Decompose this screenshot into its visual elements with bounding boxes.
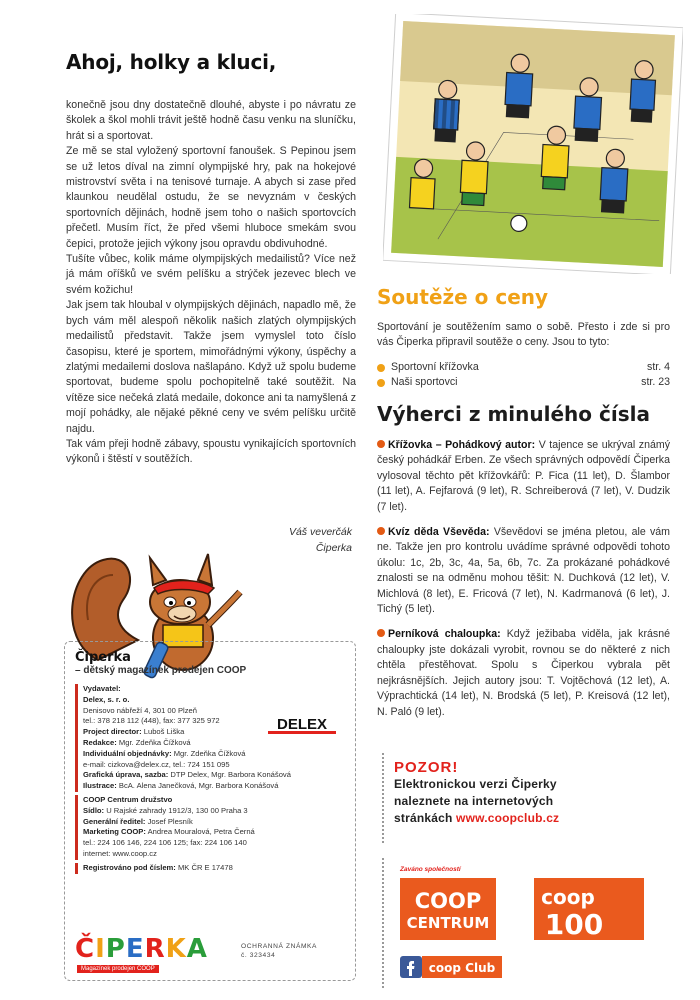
letter-section: [66, 50, 356, 468]
imprint-subtitle: – dětský magazínek prodejen COOP: [75, 665, 247, 676]
page-reference: str. 4: [647, 361, 670, 373]
svg-text:DELEX: DELEX: [276, 716, 328, 733]
letter-paragraph: Ze mě se stal vyložený sportovní fanoušek. S Pepinou jsem se už letos díval na zimní olympijské hry, pak na hokejové mistrovství světa i na tenisové turnaje. A abych si zase před klaunkou neudělal ostudu, že se nevyznám v českých sportovních dějinách, hodně jsem toho o našich sportovcích přečetl. Musím říct, že před všemi hluboce smekám svou čepici, protože jejich výkony jsou opravdu obdivuhodné.: [66, 145, 356, 250]
imprint-line: Redakce: Mgr. Zdeňka Čížková: [83, 737, 191, 747]
letter-paragraph: Tušíte vůbec, kolik máme olympijských medailistů? Více než já mám oříšků ve svém pelíšku a strýček jezevec blech ve svém kožichu!: [66, 253, 356, 296]
bullet-icon: [377, 629, 385, 637]
football-illustration: [383, 14, 683, 274]
competitions-intro: Sportování je soutěžením samo o sobě. Přesto i zde si pro vás Čiperka připravil soutěže o ceny. Jsou to tyto:: [377, 321, 670, 349]
list-item: Sportovní křížovka str. 4: [377, 360, 670, 375]
ciperka-logo: [75, 934, 208, 964]
logo-letter: Č: [75, 934, 96, 964]
letter-paragraph: konečně jsou dny dostatečně dlouhé, abyste i po návratu ze školek a škol mohli trávit ještě hodně času venku na sluníčku, hrát si a sportovat.: [66, 99, 356, 142]
registration-section: [75, 863, 345, 874]
imprint-line: Marketing COOP: Andrea Mouralová, Petra Černá: [83, 827, 255, 837]
winners-section: [377, 438, 670, 730]
page-reference: str. 23: [641, 376, 670, 389]
logo-letter: E: [125, 934, 145, 964]
pozor-heading: POZOR!: [394, 759, 459, 776]
imprint-line: Generální ředitel: Josef Plesník: [83, 816, 193, 826]
imprint-line: Delex, s. r. o.: [83, 694, 130, 704]
logo-letter: I: [95, 934, 106, 964]
letter-body: [66, 98, 356, 468]
imprint-line: tel.: 378 218 112 (448), fax: 377 325 972: [83, 716, 220, 726]
imprint-box: [64, 641, 356, 981]
competitions-heading: Soutěže o ceny: [377, 285, 549, 309]
imprint-line: Individuální objednávky: Mgr. Zdeňka Čížková: [83, 748, 246, 758]
trademark-note: OCHRANNÁ ZNÁMKA č. 323434: [241, 943, 318, 959]
svg-text:100: 100: [544, 908, 604, 940]
imprint-line: COOP Centrum družstvo: [83, 794, 173, 804]
signature-line: Váš veverčák: [288, 526, 352, 538]
imprint-line: Registrováno pod číslem: MK ČR E 17478: [83, 862, 233, 872]
imprint-line: Ilustrace: BcA. Alena Janečková, Mgr. Barbora Konášová: [83, 781, 279, 791]
imprint-line: Grafická úprava, sazba: DTP Delex, Mgr. Barbora Konášová: [83, 770, 291, 780]
bullet-icon: [377, 379, 385, 387]
ciperka-logo-tagline: Magazínek prodejen COOP: [77, 965, 159, 973]
winner-entry: Kvíz děda Vševěda: Vševědovi se jména pletou, ale vám ne. Takže jen pro kontrolu uvádíme správné odpovědi tohoto úkolu: 1c, 2b, 3c, 4a, 5a, 6b, 7c. Za prokázané pohádkové znalosti se na odměnu mohou těšit: N. Duchková (12 let), V. Michlová (8 let), E. Fricová (7 let), N. Kadrmanová (6 let), J. Tichý (5 let).: [377, 526, 670, 616]
imprint-line: Vydavatel:: [83, 684, 121, 693]
supported-label: Zaváno společností: [400, 866, 461, 873]
list-item: Naši sportovci str. 23: [377, 375, 670, 390]
svg-text:CENTRUM: CENTRUM: [406, 914, 490, 932]
bullet-icon: [377, 440, 385, 448]
imprint-line: Denisovo nábřeží 4, 301 00 Plzeň: [83, 705, 197, 715]
logo-letter: A: [186, 934, 208, 964]
imprint-line: Project director: Luboš Liška: [83, 727, 185, 737]
letter-paragraph: Tak vám přeji hodně zábavy, spoustu vynikajících sportovních výkonů i štěstí v soutěžích.: [66, 437, 356, 466]
winner-entry: Křížovka – Pohádkový autor: V tajence se ukrýval známý český pohádkář Erben. Ze všech správných odpovědí Čiperka vylosoval těchto pět křížovkářů: P. Fica (11 let), D. Šlambor (11 let), A. Fejfarová (9 let), R. Schreiberová (7 let), V. Dudzik (7 let).: [377, 439, 670, 513]
svg-text:coop: coop: [541, 885, 595, 909]
letter-paragraph: Jak jsem tak hloubal v olympijských dějinách, napadlo mě, že bych vám měl alespoň několik našich zlatých olympijských medailistů představit. Takže jsem vymyslel toto číslo časopisu, které je sportem, mimořádnými výkony, úspěchy a zlatými medailemi doslova našlapáno. Když už spolu budeme sportovat, budeme spolu pochopitelně také soutěžit. Na vítěze sice nečeká zlatá medaile, dokonce ani ta namyšlená z mojí pohádky, ale nějaké pěkné ceny ve svém pelíšku určitě najdu.: [66, 299, 356, 435]
letter-heading: Ahoj, holky a kluci,: [66, 50, 277, 74]
facebook-club-link[interactable]: [400, 956, 502, 978]
coop-club-logo: [422, 956, 502, 978]
competitions-list: [377, 360, 670, 391]
facebook-icon: [400, 956, 422, 978]
logo-letter: P: [105, 934, 126, 964]
winner-entry: Perníková chaloupka: Když ježibaba viděla, jak krásné chaloupky jste dokázali vyrobit, rovnou se do některé z nich chtěla přestěhovat. Spolu s Čiperkou vybrala pět nejkrásnějších. Jejich autory jsou: T. Vojtěchová (12 let), A. Výprachtická (14 let), N. Brodská (5 let), P. Kreisová (12 let), N. Paló (9 let).: [377, 628, 670, 718]
bullet-icon: [377, 527, 385, 535]
delex-logo: [268, 715, 336, 735]
coop-100-logo: [534, 878, 644, 940]
coop-section: [75, 795, 345, 860]
pozor-box: [382, 753, 672, 843]
coop-centrum-logo: [400, 878, 496, 940]
publisher-section: [75, 684, 345, 792]
coopclub-link[interactable]: www.coopclub.cz: [456, 811, 560, 825]
bullet-icon: [377, 364, 385, 372]
imprint-line: e-mail: cizkova@delex.cz, tel.: 724 151 095: [83, 759, 230, 769]
pozor-text: Elektronickou verzi Čiperky naleznete na internetových stránkách www.coopclub.cz: [394, 777, 560, 825]
svg-text:coop Club: coop Club: [428, 961, 496, 975]
imprint-line: Sídlo: U Rajské zahrady 1912/3, 130 00 Praha 3: [83, 805, 248, 815]
sponsor-logos: [382, 858, 672, 988]
coop-website-link[interactable]: internet: www.coop.cz: [83, 848, 157, 858]
imprint-line: tel.: 224 106 146, 224 106 125; fax: 224 106 140: [83, 838, 247, 848]
signature-name: Čiperka: [315, 542, 352, 554]
imprint-title: Čiperka: [75, 650, 131, 665]
svg-text:COOP: COOP: [414, 889, 482, 913]
logo-letter: R: [144, 934, 166, 964]
winners-heading: Výherci z minulého čísla: [377, 402, 650, 426]
logo-letter: K: [165, 934, 187, 964]
